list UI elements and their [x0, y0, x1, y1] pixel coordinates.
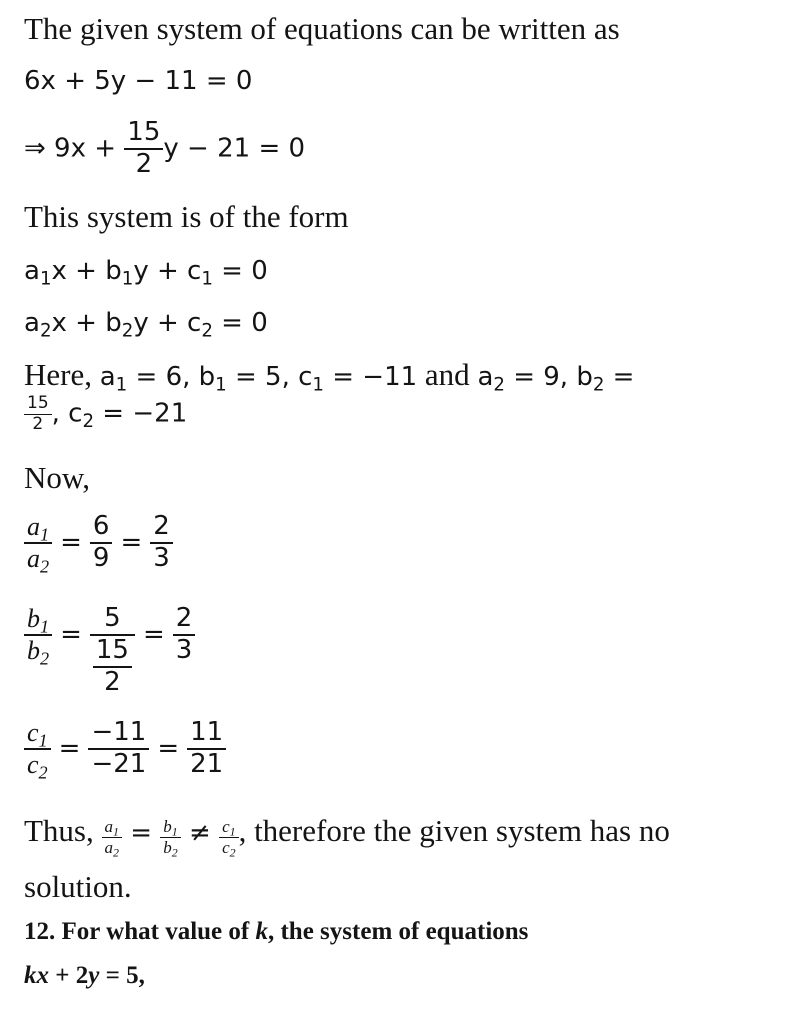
- eq-term: + 2: [49, 962, 89, 989]
- general-form-equation-2: [24, 308, 268, 342]
- var: a: [104, 817, 113, 837]
- nested-fraction: [93, 636, 132, 698]
- coefficients: [99, 362, 418, 396]
- equation-2: [24, 118, 305, 180]
- subscript: 2: [201, 320, 213, 342]
- subscript: 1: [39, 268, 52, 290]
- question-var-k: k: [255, 918, 268, 945]
- a-ratio-small: [102, 817, 122, 860]
- equals: =: [120, 527, 143, 558]
- fraction-numerator: 2: [175, 603, 193, 633]
- ratio-a: [24, 511, 173, 577]
- b-ratio-fraction: [24, 604, 52, 669]
- ratio-c: [24, 717, 226, 783]
- var: a: [27, 543, 40, 573]
- conclusion-line-2: solution.: [24, 869, 132, 904]
- fraction-denominator: [102, 837, 122, 858]
- subscript: 2: [40, 648, 50, 669]
- fraction-numerator: [160, 817, 180, 837]
- coefficients-2: [477, 362, 635, 396]
- result-fraction: [173, 604, 196, 666]
- equals: =: [60, 527, 82, 558]
- term: =: [604, 362, 635, 392]
- result-fraction: [150, 512, 173, 574]
- var: a: [104, 837, 113, 857]
- now-text: Now,: [24, 460, 91, 495]
- fraction-denominator: [24, 634, 52, 669]
- fraction-numerator: 6: [92, 511, 110, 541]
- fraction-denominator: [24, 748, 51, 783]
- value-fraction: [88, 718, 149, 780]
- question-number: 12. For what value of: [24, 918, 256, 945]
- fraction-numerator: [24, 604, 52, 637]
- coefficients-line-2: [24, 394, 187, 434]
- subscript: 1: [113, 824, 119, 839]
- b2-fraction: [24, 394, 52, 434]
- term: = 6, b: [127, 362, 216, 392]
- c-ratio-small: [219, 817, 239, 860]
- intro-text: The given system of equations can be written as: [24, 11, 620, 46]
- term: x + b: [51, 256, 122, 286]
- subscript: 2: [121, 320, 134, 342]
- fraction-denominator: 21: [187, 748, 226, 780]
- term: a: [477, 362, 494, 392]
- term: = −11: [323, 362, 418, 392]
- fraction-numerator: 11: [190, 717, 224, 747]
- subscript: 2: [592, 374, 605, 396]
- subscript: 1: [121, 268, 134, 290]
- eq-term-kx: kx: [24, 962, 49, 989]
- subscript: 1: [115, 374, 128, 396]
- fraction-numerator: 15: [95, 634, 129, 665]
- term: y + c: [133, 256, 202, 286]
- subscript: 2: [113, 845, 119, 860]
- thus-label: Thus,: [24, 813, 102, 848]
- equation-1: 6x + 5y − 11 = 0: [24, 66, 253, 96]
- and-word: and: [417, 357, 478, 392]
- equation-2-suffix: y − 21 = 0: [163, 133, 306, 164]
- var: b: [163, 837, 172, 857]
- subscript: 2: [82, 411, 95, 432]
- fraction-denominator: 9: [90, 542, 113, 574]
- var: b: [163, 817, 172, 837]
- subscript: 1: [40, 524, 50, 545]
- fraction-denominator: 2: [124, 148, 163, 180]
- fraction-denominator: [160, 837, 180, 858]
- subscript: 2: [38, 762, 48, 783]
- not-equals: ≠: [180, 818, 220, 848]
- equation-2-fraction: [124, 118, 163, 180]
- subscript: 1: [40, 616, 50, 637]
- fraction-numerator: 5: [104, 603, 121, 633]
- equals: =: [60, 619, 82, 650]
- term: a: [99, 362, 116, 392]
- fraction-denominator: [90, 634, 135, 698]
- conclusion-line: [24, 812, 670, 860]
- equation-2-prefix: ⇒ 9x +: [24, 133, 125, 164]
- equals: =: [58, 733, 81, 764]
- question-text: , the system of equations: [267, 918, 529, 945]
- question-12-equation: [24, 962, 145, 990]
- c-ratio-fraction: [24, 718, 51, 783]
- fraction-denominator: −21: [88, 748, 149, 780]
- var: c: [27, 718, 39, 747]
- subscript: 2: [40, 556, 50, 577]
- subscript: 2: [229, 845, 236, 860]
- value-fraction: [90, 604, 135, 698]
- equals: =: [121, 818, 161, 848]
- term: , c: [51, 398, 83, 429]
- fraction-numerator: 2: [153, 511, 170, 541]
- subscript: 2: [493, 374, 505, 396]
- term: = 0: [212, 256, 268, 286]
- subscript: 1: [171, 824, 178, 839]
- fraction-numerator: [24, 718, 51, 751]
- subscript: 2: [39, 320, 52, 342]
- term: a: [24, 308, 40, 338]
- eq-term: = 5,: [99, 962, 145, 989]
- eq-term-y: y: [88, 962, 100, 989]
- fraction-numerator: [219, 817, 239, 837]
- term: = −21: [94, 398, 188, 429]
- fraction-numerator: −11: [91, 717, 147, 747]
- subscript: 1: [201, 268, 213, 290]
- term: a: [24, 256, 40, 286]
- fraction-denominator: [24, 542, 52, 577]
- subscript: 1: [229, 824, 236, 839]
- ratio-b: [24, 604, 195, 698]
- fraction-denominator: 2: [93, 666, 132, 698]
- var: c: [222, 817, 230, 837]
- fraction-numerator: 15: [127, 117, 161, 147]
- subscript: 1: [215, 374, 227, 396]
- term: = 0: [212, 308, 268, 338]
- b-ratio-small: [160, 817, 180, 860]
- subscript: 2: [171, 845, 178, 860]
- var: a: [27, 512, 40, 541]
- var: c: [27, 749, 39, 779]
- form-text: This system is of the form: [24, 199, 349, 234]
- here-label: Here,: [24, 357, 100, 392]
- equals: =: [157, 733, 180, 764]
- equals: =: [142, 619, 165, 650]
- term: = 5, c: [226, 362, 313, 392]
- var: b: [27, 635, 40, 665]
- subscript: 1: [38, 730, 48, 751]
- value-fraction: [90, 512, 113, 574]
- fraction-denominator: [219, 837, 239, 858]
- question-12-heading: [24, 918, 528, 946]
- a-ratio-fraction: [24, 512, 52, 577]
- var: b: [27, 604, 40, 633]
- term: = 9, b: [504, 362, 593, 392]
- coefficients-line: [24, 356, 635, 396]
- fraction-denominator: 3: [150, 542, 173, 574]
- fraction-denominator: 3: [173, 634, 196, 666]
- fraction-denominator: 2: [24, 414, 52, 435]
- general-form-equation-1: [24, 256, 268, 290]
- fraction-numerator: [102, 817, 122, 837]
- var: c: [222, 837, 230, 857]
- fraction-numerator: [24, 512, 52, 545]
- fraction-numerator: 15: [27, 393, 49, 413]
- conclusion-text: , therefore the given system has no: [238, 813, 670, 848]
- term: y + c: [133, 308, 202, 338]
- term: x + b: [51, 308, 122, 338]
- result-fraction: [187, 718, 226, 780]
- subscript: 1: [312, 374, 324, 396]
